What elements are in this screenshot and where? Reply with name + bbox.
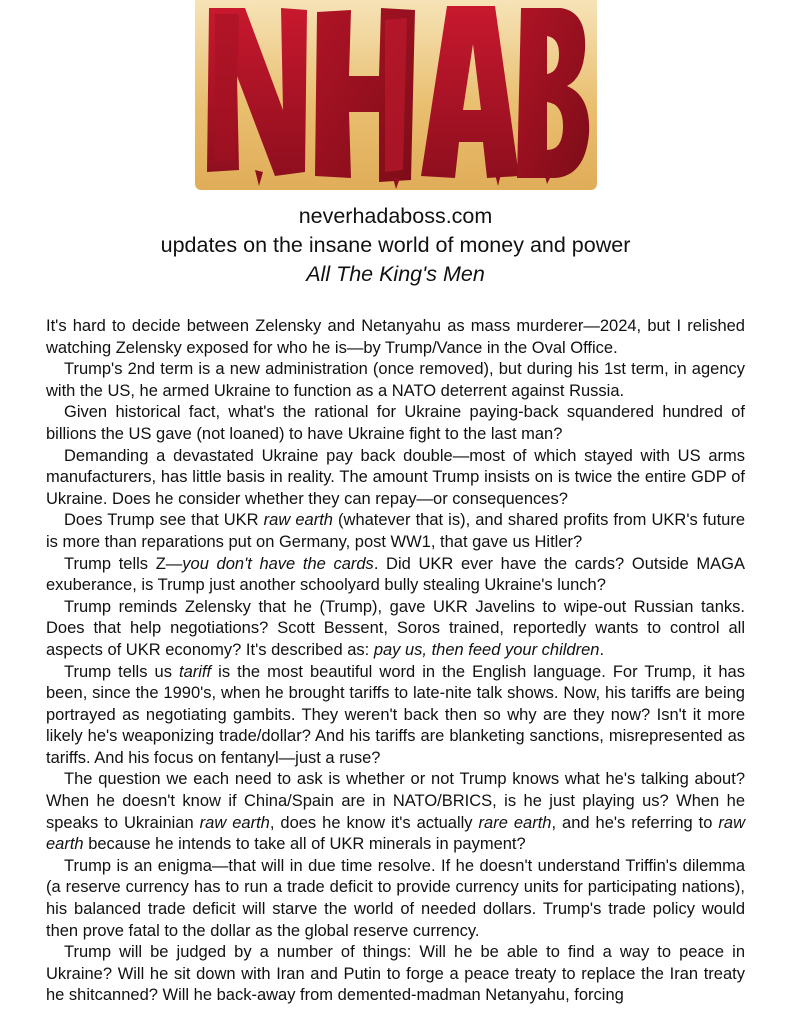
paragraph-9-emphasis-2: rare earth [478, 813, 552, 832]
paragraph-8-text-a: Trump tells us [64, 662, 180, 681]
paragraph-2: Trump's 2nd term is a new administration (once removed), but during his 1st term, in agency with the US, he armed Ukraine to function as a NATO deterrent against Russia. [46, 360, 745, 400]
nhab-logo-graphic [195, 0, 597, 190]
article-body [46, 316, 745, 1007]
paragraph-7-text-b: . [599, 640, 605, 659]
paragraph-10: Trump is an enigma—that will in due time resolve. If he doesn't understand Triffin's dilemma (a reserve currency has to run a trade deficit to provide currency units for participating nations), his balanced trade deficit will starve the world of needed dollars. Trump's trade policy would then prove fatal to the dollar as the global reserve currency. [46, 856, 745, 940]
paragraph-9-text-c: , and he's referring to [551, 813, 719, 832]
paragraph-7 [46, 597, 745, 662]
paragraph-3: Given historical fact, what's the rational for Ukraine paying-back squandered hundred of billions the US gave (not loaned) to have Ukraine fight to the last man? [46, 403, 745, 443]
page-header [0, 202, 791, 289]
paragraph-4: Demanding a devastated Ukraine pay back double—most of which stayed with US arms manufacturers, has little basis in reality. The amount Trump insists on is twice the entire GDP of Ukraine. Does he consider whether they can repay—or consequences? [46, 446, 745, 508]
paragraph-5-emphasis: raw earth [263, 511, 333, 530]
paragraph-6-text-b: . Did UKR ever have the cards? Outside MAGA exuberance, is Trump just another schoolyard bully stealing Ukraine's lunch? [46, 554, 745, 595]
paragraph-5-text-a: Does Trump see that UKR [64, 511, 264, 530]
paragraph-8-text-b: is the most beautiful word in the English language. For Trump, it has been, since the 1990's, when he brought tariffs to late-nite talk shows. Now, his tariffs are being portrayed as negotiating gambits. They weren't back then so why are they now? Isn't it more likely he's weaponizing trade/dollar? And his tariffs are blanketing sanctions, misrepresented as tariffs. And his focus on fentanyl—just a ruse? [46, 662, 745, 767]
site-tagline: updates on the insane world of money and power [160, 233, 631, 257]
paragraph-9-emphasis-3: raw earth [46, 813, 745, 854]
paragraph-8 [46, 662, 745, 770]
paragraph-7-text-a: Trump reminds Zelensky that he (Trump), gave UKR Javelins to wipe-out Russian tanks. Does that help negotiations? Scott Bessent, Soros trained, reportedly wants to control all aspects of UKR economy? It's described as: [46, 597, 745, 659]
paragraph-5 [46, 510, 745, 553]
paragraph-5-text-b: (whatever that is), and shared profits from UKR's future is more than reparations put on Germany, post WW1, that gave us Hitler? [46, 511, 746, 551]
site-name: neverhadaboss.com [298, 204, 493, 228]
paragraph-6 [46, 554, 745, 597]
paragraph-9-text-a: The question we each need to ask is whether or not Trump knows what he's talking about? When he doesn't know if China/Spain are in NATO/BRICS, is he just playing us? When he speaks to Ukrainian [46, 770, 745, 832]
paragraph-11: Trump will be judged by a number of things: Will he be able to find a way to peace in Ukraine? Will he sit down with Iran and Putin to forge a peace treaty to replace the Iran treaty he shitcanned? Will he back-away from demented-madman Netanyahu, forcing [46, 943, 745, 1005]
site-logo [195, 0, 597, 190]
paragraph-7-emphasis: pay us, then feed your children [373, 640, 600, 659]
paragraph-6-emphasis: you don't have the cards [182, 554, 374, 573]
paragraph-9-emphasis-1: raw earth [199, 813, 270, 832]
paragraph-1: It's hard to decide between Zelensky and Netanyahu as mass murderer—2024, but I relished watching Zelensky exposed for who he is—by Trump/Vance in the Oval Office. [46, 317, 745, 357]
paragraph-6-text-a: Trump tells Z— [64, 554, 183, 573]
article-title: All The King's Men [306, 262, 485, 286]
paragraph-9-text-b: , does he know it's actually [269, 813, 479, 832]
paragraph-8-emphasis: tariff [179, 662, 212, 681]
paragraph-9 [46, 769, 745, 855]
paragraph-9-text-d: because he intends to take all of UKR minerals in payment? [83, 835, 526, 854]
